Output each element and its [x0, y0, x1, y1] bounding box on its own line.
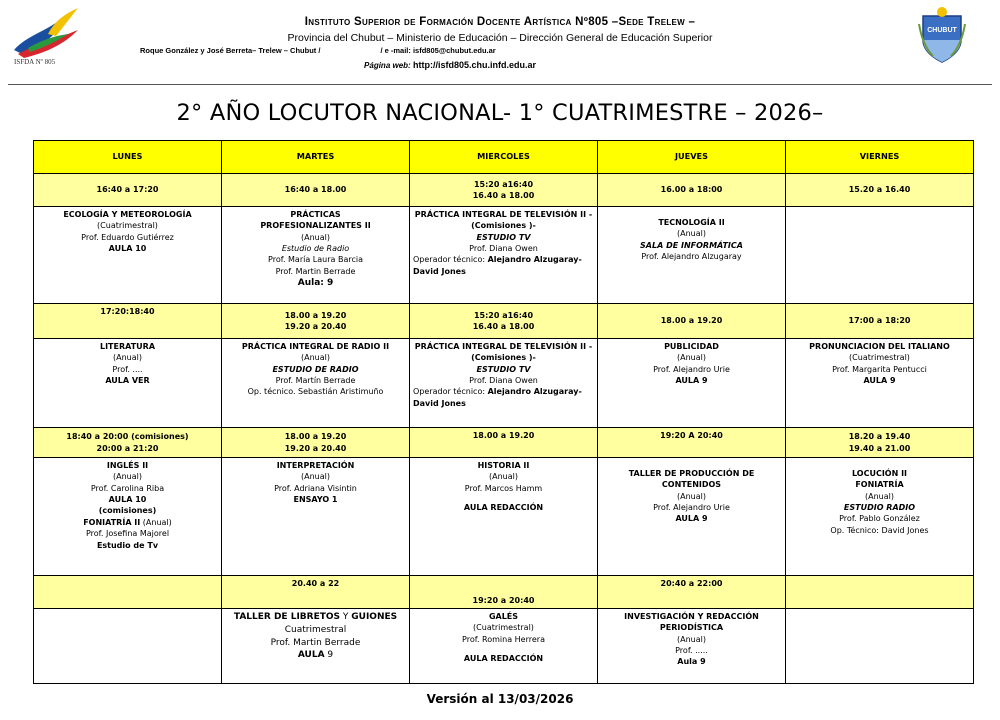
- time-text: 18:40 a 20:00 (comisiones): [66, 432, 189, 442]
- operator-names: David Jones: [413, 398, 466, 408]
- time-cell: [410, 174, 598, 207]
- professor: Prof. María Laura Barcia: [268, 255, 363, 265]
- subject-type: (Anual): [301, 472, 330, 482]
- class-cell: [598, 458, 786, 576]
- room: AULA 10: [108, 244, 147, 254]
- institute-name: Instituto Superior de Formación Docente Artística Nº805 –Sede Trelew –: [304, 16, 696, 28]
- class-cell: [786, 458, 974, 576]
- time-cell: 17:20:18:40: [34, 304, 222, 339]
- subject-name: TALLER DE LIBRETOS: [233, 612, 341, 622]
- room: AULA 9: [675, 514, 708, 524]
- address-line: [140, 46, 740, 55]
- room: ENSAYO 1: [293, 495, 338, 505]
- room: AULA 9: [863, 376, 896, 386]
- document-header: [0, 0, 1000, 90]
- room-number: 9: [327, 650, 334, 661]
- subject-name: INTERPRETACIÓN: [276, 461, 355, 470]
- professor: Prof. Josefina Majorel: [85, 529, 170, 539]
- subject-name: PRÁCTICAS: [290, 210, 341, 219]
- class-cell: [410, 207, 598, 304]
- professor: Prof. Adriana Visintin: [274, 483, 357, 493]
- time-row: [34, 576, 974, 609]
- professor: Prof. Romina Herrera: [462, 634, 545, 644]
- subject-name: GUIONES: [351, 612, 398, 622]
- class-cell: [222, 207, 410, 304]
- email-text[interactable]: / e -mail: isfd805@chubut.edu.ar: [380, 46, 496, 55]
- class-cell: [34, 207, 222, 304]
- class-cell-empty: [786, 609, 974, 684]
- subject-type: (Anual): [301, 232, 330, 242]
- professor: Prof. Alejandro Urie: [653, 364, 730, 374]
- room: Aula 9: [677, 657, 706, 667]
- time-cell: [222, 428, 410, 458]
- professor: Prof. ....: [112, 364, 143, 374]
- time-text: 16.40 a 18.00: [472, 322, 535, 331]
- professor: Prof. Diana Owen: [469, 244, 538, 254]
- room: AULA 10: [108, 495, 147, 505]
- time-cell: 19:20 a 20:40: [410, 576, 598, 609]
- subject-name: PROFESIONALIZANTES II: [260, 221, 371, 231]
- class-cell: [222, 458, 410, 576]
- class-cell: [410, 339, 598, 428]
- professor: Prof. Marcos Hamm: [464, 483, 543, 493]
- time-cell: [34, 428, 222, 458]
- subject-name: LITERATURA: [99, 342, 156, 351]
- room: AULA REDACCIÓN: [463, 503, 544, 513]
- subject-type: (Anual): [677, 353, 706, 363]
- professor: Prof. .....: [675, 646, 708, 656]
- subject-type: Cuatrimestral: [284, 624, 347, 635]
- professor: Prof. Alejandro Alzugaray: [641, 252, 742, 262]
- place: Estudio de Radio: [281, 244, 350, 254]
- class-cell: [222, 339, 410, 428]
- place: ESTUDIO TV: [476, 232, 531, 242]
- professor: Prof. Carolina Riba: [90, 483, 165, 493]
- subject-line: [225, 611, 406, 624]
- professor: Prof. Martin Berrade: [275, 266, 356, 276]
- address-text: Roque González y José Berreta– Trelew – Chubut /: [140, 46, 321, 55]
- room: [225, 649, 406, 662]
- day-header-row: [34, 141, 974, 174]
- time-row: [34, 174, 974, 207]
- time-cell: 15.20 a 16.40: [786, 174, 974, 207]
- operator-names: David Jones: [413, 266, 466, 276]
- room: AULA VER: [105, 376, 150, 386]
- operator-line: [413, 254, 594, 265]
- time-text: 20:00 a 21:20: [96, 443, 159, 453]
- commissions-note: (comisiones): [98, 506, 157, 516]
- header-divider: [8, 84, 992, 85]
- subject-name: TECNOLOGÍA II: [658, 218, 725, 227]
- subject-type: (Cuatrimestral): [849, 353, 910, 363]
- professor: Prof. Diana Owen: [469, 376, 538, 386]
- time-cell: [410, 304, 598, 339]
- class-cell-empty: [34, 609, 222, 684]
- operator-label: Operador técnico:: [413, 255, 486, 265]
- time-cell: 20.40 a 22: [222, 576, 410, 609]
- day-header: JUEVES: [598, 141, 786, 174]
- class-row: [34, 207, 974, 304]
- class-row: [34, 458, 974, 576]
- website-link[interactable]: http://isfd805.chu.infd.edu.ar: [412, 60, 536, 70]
- subject-type: (Anual): [142, 517, 172, 527]
- class-cell: [222, 609, 410, 684]
- day-header: MIERCOLES: [410, 141, 598, 174]
- time-cell: 16:40 a 18.00: [222, 174, 410, 207]
- subject-name: HISTORIA II: [477, 461, 530, 470]
- time-cell: [222, 304, 410, 339]
- time-cell: 19:20 A 20:40: [598, 428, 786, 458]
- class-cell: [598, 339, 786, 428]
- class-cell: [410, 458, 598, 576]
- subject-name: FONIATRÍA: [855, 480, 904, 490]
- place: ESTUDIO RADIO: [843, 503, 916, 513]
- subject-type: (Anual): [677, 634, 706, 644]
- version-note: Versión al 13/03/2026: [426, 692, 574, 706]
- subject-type: (Anual): [489, 472, 518, 482]
- time-text: 19.20 a 20.40: [284, 443, 347, 453]
- professor: Prof. Eduardo Gutiérrez: [81, 232, 174, 242]
- time-text: 18.00 a 19.20: [284, 310, 347, 320]
- subject-name: PRONUNCIACION DEL ITALIANO: [809, 342, 950, 351]
- professor: Prof. Martin Berrade: [270, 637, 361, 648]
- subject-type: (Anual): [677, 229, 706, 239]
- room: AULA 9: [675, 376, 708, 386]
- chubut-shield-logo: [917, 6, 967, 66]
- time-row: [34, 428, 974, 458]
- class-cell: [598, 207, 786, 304]
- subject-name: (Comisiones )-: [471, 353, 536, 363]
- subject-name: LOCUCIÓN II: [851, 469, 908, 478]
- subject-name: TALLER DE PRODUCCIÓN DE CONTENIDOS: [628, 469, 755, 490]
- class-row: [34, 339, 974, 428]
- time-cell: 17:00 a 18:20: [786, 304, 974, 339]
- time-cell: 16.00 a 18:00: [598, 174, 786, 207]
- logo-caption: ISFDA Nº 805: [14, 58, 56, 66]
- time-cell: 18.00 a 19.20: [410, 428, 598, 458]
- room-label: AULA: [297, 650, 325, 661]
- time-text: 18.20 a 19.40: [848, 432, 911, 442]
- logo-right-text: CHUBUT: [927, 27, 957, 34]
- place: ESTUDIO DE RADIO: [272, 364, 359, 374]
- day-header: MARTES: [222, 141, 410, 174]
- subject-name: PRÁCTICA INTEGRAL DE TELEVISIÓN II -: [414, 342, 593, 351]
- class-cell-empty: [786, 207, 974, 304]
- subject-name: PRÁCTICA INTEGRAL DE TELEVISIÓN II -: [414, 210, 593, 219]
- time-text: 18.00 a 19.20: [284, 432, 347, 442]
- ministry-line: Provincia del Chubut – Ministerio de Educación – Dirección General de Educación Superior: [287, 32, 713, 44]
- operator-line: [413, 386, 594, 397]
- website-label: Página web:: [364, 61, 411, 70]
- time-row: [34, 304, 974, 339]
- room: AULA REDACCIÓN: [463, 654, 544, 664]
- place: Estudio de Tv: [96, 540, 159, 550]
- subject-type: (Anual): [113, 472, 142, 482]
- class-cell: [410, 609, 598, 684]
- class-row: [34, 609, 974, 684]
- page-title: 2° AÑO LOCUTOR NACIONAL- 1° CUATRIMESTRE – 2026–: [176, 100, 824, 126]
- subject-name: (Comisiones )-: [471, 221, 536, 231]
- time-text: 19.20 a 20.40: [284, 322, 347, 331]
- subject-name: GALÉS: [488, 612, 519, 621]
- time-text: 19.40 a 21.00: [848, 443, 911, 453]
- subject-type: (Anual): [301, 353, 330, 363]
- operator-line: Op. técnico. Sebastián Aristimuño: [247, 387, 384, 397]
- operator-names: Alejandro Alzugaray-: [487, 387, 582, 397]
- time-cell: [34, 576, 222, 609]
- schedule-table: [33, 140, 974, 684]
- subject-type: (Anual): [113, 353, 142, 363]
- subject-type: (Anual): [865, 491, 894, 501]
- subject-name: INGLÉS II: [106, 461, 149, 470]
- operator-line: Op. Técnico: David Jones: [830, 525, 929, 535]
- time-cell: 20:40 a 22:00: [598, 576, 786, 609]
- professor: Prof. Margarita Pentucci: [832, 364, 927, 374]
- subject-type: (Cuatrimestral): [97, 221, 158, 231]
- subject-name: PUBLICIDAD: [664, 342, 719, 351]
- subject-type: (Cuatrimestral): [473, 623, 534, 633]
- class-cell: [786, 339, 974, 428]
- day-header: VIERNES: [786, 141, 974, 174]
- professor: Prof. Pablo González: [839, 514, 920, 524]
- subject-name: ECOLOGÍA Y METEOROLOGÍA: [63, 210, 192, 219]
- class-cell: [34, 458, 222, 576]
- subject-name: INVESTIGACIÓN Y REDACCIÓN: [624, 612, 759, 621]
- professor: Prof. Alejandro Urie: [653, 503, 730, 513]
- subject-type: (Anual): [677, 491, 706, 501]
- subject-name: PERIODÍSTICA: [659, 623, 724, 633]
- subject-name: FONIATRÍA II: [83, 517, 141, 527]
- room: Aula: 9: [297, 278, 334, 289]
- time-cell: [786, 428, 974, 458]
- place: SALA DE INFORMÁTICA: [640, 240, 743, 250]
- time-cell: [786, 576, 974, 609]
- operator-label: Operador técnico:: [413, 387, 486, 397]
- time-text: 15:20 a16:40: [473, 310, 534, 320]
- time-cell: 18.00 a 19.20: [598, 304, 786, 339]
- operator-names: Alejandro Alzugaray-: [487, 255, 582, 265]
- class-cell: [34, 339, 222, 428]
- place: ESTUDIO TV: [476, 364, 531, 374]
- class-cell: [598, 609, 786, 684]
- time-text: 16.40 a 18.00: [472, 191, 535, 200]
- subject-name: PRÁCTICA INTEGRAL DE RADIO II: [241, 342, 390, 351]
- time-text: 15:20 a16:40: [473, 179, 534, 189]
- professor: Prof. Martín Berrade: [275, 376, 356, 386]
- website-line: [150, 60, 750, 70]
- time-cell: 16:40 a 17:20: [34, 174, 222, 207]
- day-header: LUNES: [34, 141, 222, 174]
- subject-line: [37, 517, 218, 528]
- subject-connector: Y: [342, 612, 349, 622]
